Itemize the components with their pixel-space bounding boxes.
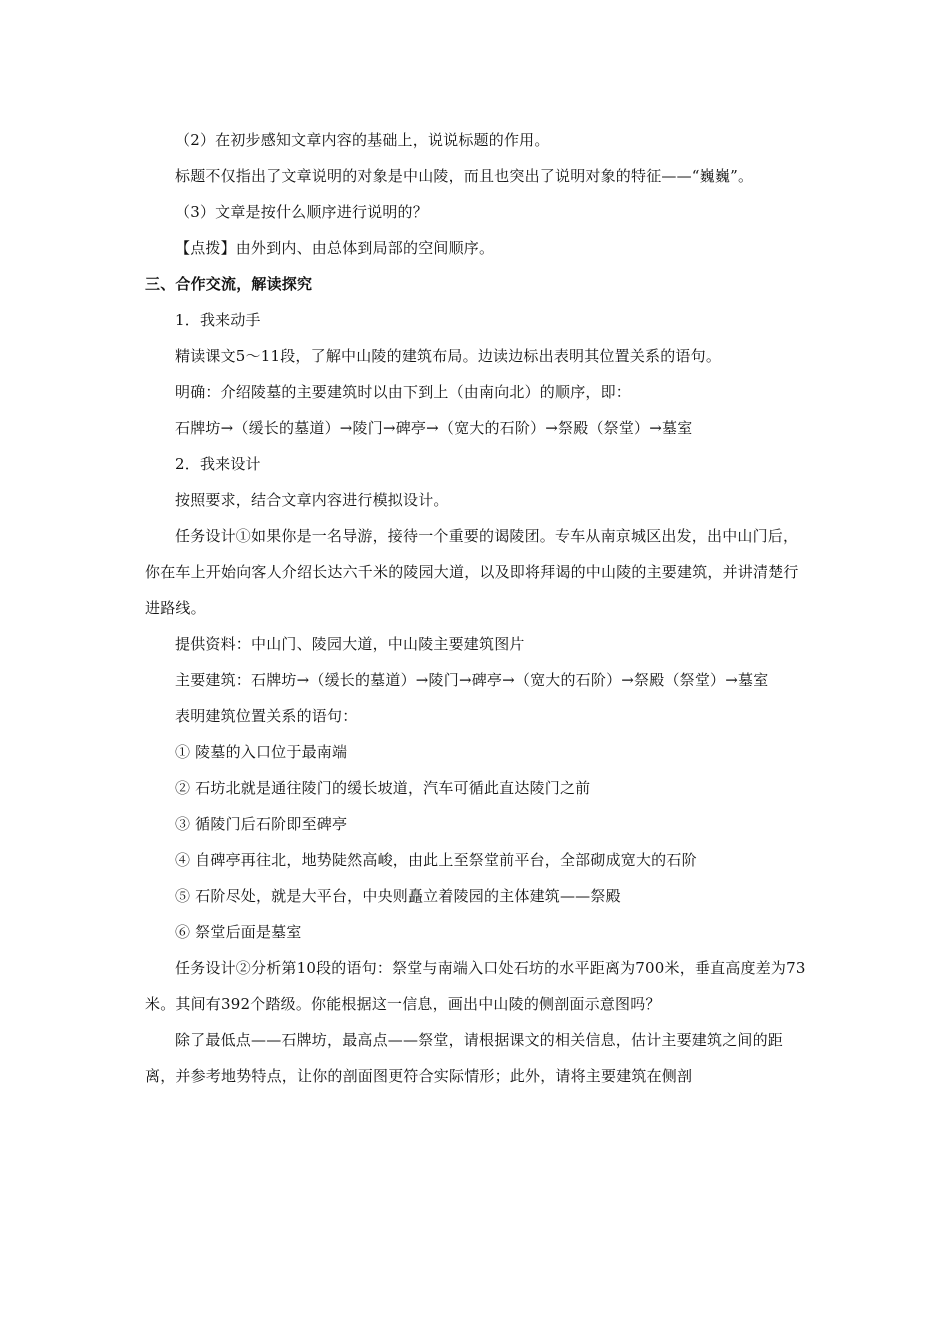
paragraph-position-sentences: 表明建筑位置关系的语句： bbox=[175, 707, 358, 725]
answer-3-hint: 【点拨】由外到内、由总体到局部的空间顺序。 bbox=[175, 239, 495, 257]
list-item-1: ① 陵墓的入口位于最南端 bbox=[175, 743, 348, 761]
question-2: （2）在初步感知文章内容的基础上，说说标题的作用。 bbox=[175, 131, 550, 149]
list-item-3: ③ 循陵门后石阶即至碑亭 bbox=[175, 815, 348, 833]
subheading-2: 2．我来设计 bbox=[175, 455, 261, 473]
paragraph-building-sequence: 石牌坊→（缓长的墓道）→陵门→碑亭→（宽大的石阶）→祭殿（祭堂）→墓室 bbox=[175, 419, 693, 437]
paragraph-read-task: 精读课文5～11段，了解中山陵的建筑布局。边读边标出表明其位置关系的语句。 bbox=[175, 347, 722, 365]
answer-2: 标题不仅指出了文章说明的对象是中山陵，而且也突出了说明对象的特征——“巍巍”。 bbox=[175, 167, 754, 185]
subheading-1: 1．我来动手 bbox=[175, 311, 261, 329]
list-item-6: ⑥ 祭堂后面是墓室 bbox=[175, 923, 302, 941]
paragraph-task-1: 任务设计①如果你是一名导游，接待一个重要的谒陵团。专车从南京城区出发，出中山门后，你在车上开始向客人介绍长达六千米的陵园大道，以及即将拜谒的中山陵的主要建筑，并讲清楚行进路线。 bbox=[145, 527, 799, 617]
list-item-5: ⑤ 石阶尽处，就是大平台，中央则矗立着陵园的主体建筑——祭殿 bbox=[175, 887, 621, 905]
paragraph-main-buildings: 主要建筑：石牌坊→（缓长的墓道）→陵门→碑亭→（宽大的石阶）→祭殿（祭堂）→墓室 bbox=[175, 671, 769, 689]
paragraph-materials: 提供资料：中山门、陵园大道，中山陵主要建筑图片 bbox=[175, 635, 525, 653]
paragraph-clarify: 明确：介绍陵墓的主要建筑时以由下到上（由南向北）的顺序，即： bbox=[175, 383, 632, 401]
question-3: （3）文章是按什么顺序进行说明的？ bbox=[175, 203, 428, 221]
document-body bbox=[145, 122, 807, 1094]
paragraph-task-2-detail: 除了最低点——石牌坊，最高点——祭堂，请根据课文的相关信息，估计主要建筑之间的距离，并参考地势特点，让你的剖面图更符合实际情形；此外，请将主要建筑在侧剖 bbox=[145, 1031, 784, 1085]
paragraph-design-intro: 按照要求，结合文章内容进行模拟设计。 bbox=[175, 491, 449, 509]
list-item-4: ④ 自碑亭再往北，地势陡然高峻，由此上至祭堂前平台，全部砌成宽大的石阶 bbox=[175, 851, 697, 869]
list-item-2: ② 石坊北就是通往陵门的缓长坡道，汽车可循此直达陵门之前 bbox=[175, 779, 591, 797]
paragraph-task-2: 任务设计②分析第10段的语句：祭堂与南端入口处石坊的水平距离为700米，垂直高度差为73米。其间有392个踏级。你能根据这一信息，画出中山陵的侧剖面示意图吗？ bbox=[145, 959, 806, 1013]
section-heading-3: 三、合作交流，解读探究 bbox=[145, 275, 313, 293]
